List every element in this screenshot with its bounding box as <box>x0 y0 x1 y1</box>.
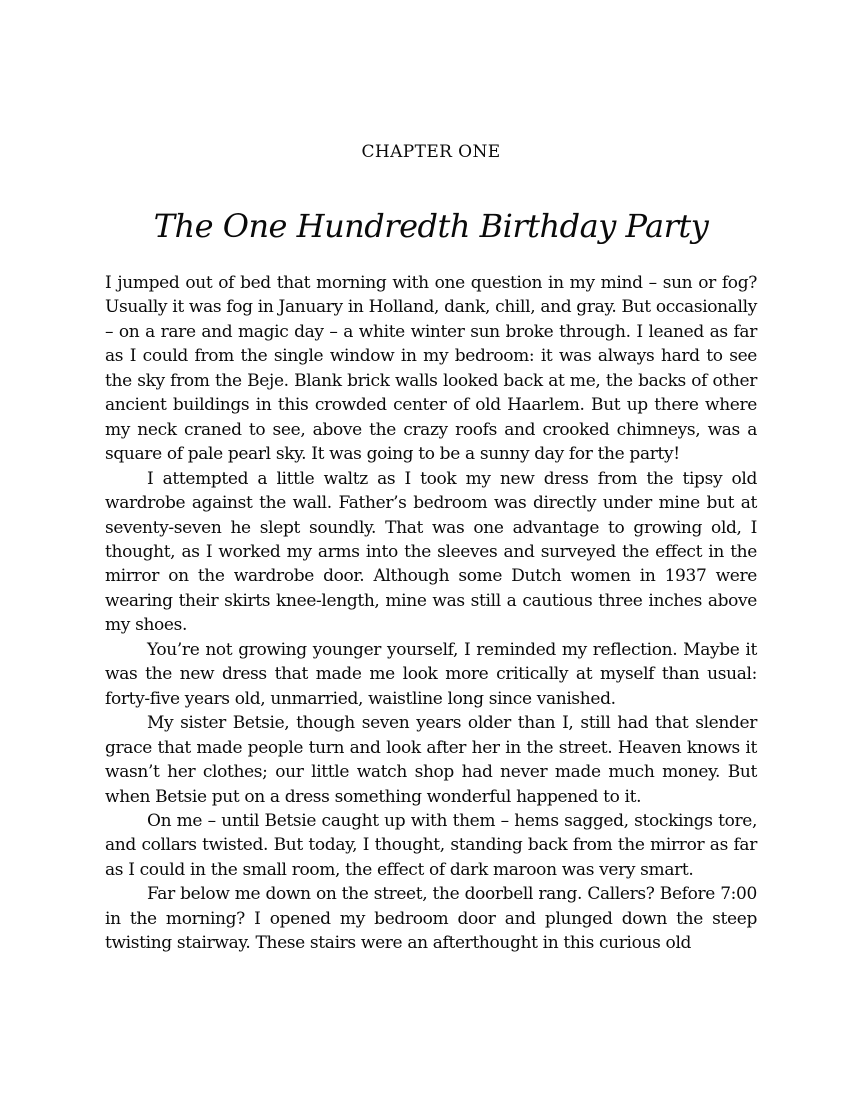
chapter-heading: CHAPTER ONE <box>361 142 501 162</box>
paragraph-1: I jumped out of bed that morning with one question in my mind – sun or fog? Usually it was fog in January in Holland, dank, chill, and gray. But occasionally – on a rare and magic day – a white winter sun broke through. I leaned as far as I could from the single window in my bedroom: it was always hard to see the sky from the Beje. Blank brick walls looked back at me, the backs of other ancient buildings in this crowded center of old Haarlem. But up there where my neck craned to see, above the crazy roofs and crooked chimneys, was a square of pale pearl sky. It was going to be a sunny day for the party! <box>105 273 757 465</box>
paragraph-6: Far below me down on the street, the doorbell rang. Callers? Before 7:00 in the morning? I opened my bedroom door and plunged down the steep twisting stairway. These stairs were an afterthought in this curious old <box>105 884 757 954</box>
paragraph-5: On me – until Betsie caught up with them – hems sagged, stockings tore, and collars twisted. But today, I thought, standing back from the mirror as far as I could in the small room, the effect of dark maroon was very smart. <box>105 810 757 880</box>
paragraph-4: My sister Betsie, though seven years older than I, still had that slender grace that made people turn and look after her in the street. Heaven knows it wasn’t her clothes; our little watch shop had never made much money. But when Betsie put on a dress something wonderful happened to it. <box>105 713 757 807</box>
paragraph-3: You’re not growing younger yourself, I reminded my reflection. Maybe it was the new dress that made me look more critically at myself than usual: forty-five years old, unmarried, waistline long since vanished. <box>105 639 757 709</box>
chapter-title: The One Hundredth Birthday Party <box>153 207 709 245</box>
paragraph-2: I attempted a little waltz as I took my new dress from the tipsy old wardrobe against the wall. Father’s bedroom was directly under mine but at seventy-seven he slept soundly. That was one advantage to growing old, I thought, as I worked my arms into the sleeves and surveyed the effect in the mirror on the wardrobe door. Although some Dutch women in 1937 were wearing their skirts knee-length, mine was still a cautious three inches above my shoes. <box>105 468 757 636</box>
body-text <box>105 271 757 956</box>
